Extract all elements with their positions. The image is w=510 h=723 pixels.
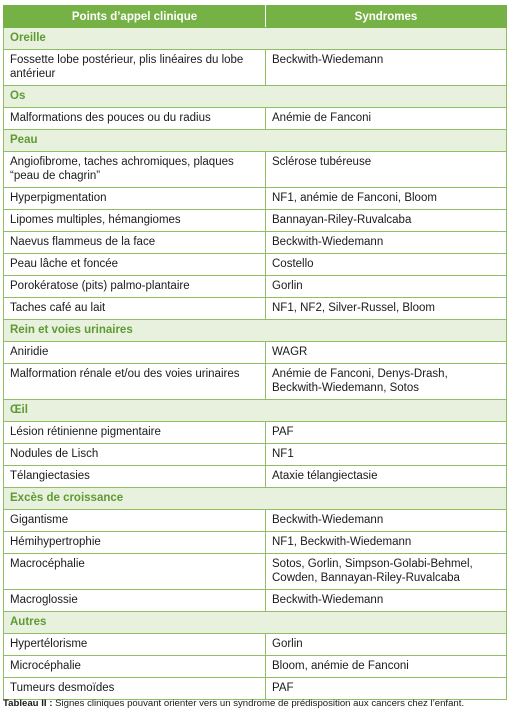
syndrome-cell: NF1, Beckwith-Wiedemann (266, 532, 507, 554)
syndrome-cell: Anémie de Fanconi (266, 108, 507, 130)
caption-text: Signes cliniques pouvant orienter vers un syndrome de prédisposition aux cancers chez l’enfant. (52, 698, 465, 709)
table-row (4, 50, 507, 86)
sign-cell: Malformation rénale et/ou des voies urinaires (4, 364, 266, 400)
sign-cell: Angiofibrome, taches achromiques, plaques “peau de chagrin” (4, 152, 266, 188)
table-caption (3, 698, 508, 710)
column-header-syndromes: Syndromes (266, 6, 507, 28)
table-row (4, 656, 507, 678)
sign-cell: Télangiectasies (4, 466, 266, 488)
sign-cell: Porokératose (pits) palmo-plantaire (4, 276, 266, 298)
table-row (4, 590, 507, 612)
syndrome-cell: Ataxie télangiectasie (266, 466, 507, 488)
table-row (4, 152, 507, 188)
sign-cell: Aniridie (4, 342, 266, 364)
syndrome-cell: Gorlin (266, 634, 507, 656)
syndrome-cell: Sclérose tubéreuse (266, 152, 507, 188)
clinical-signs-table (3, 5, 507, 700)
category-label: Oreille (4, 28, 507, 50)
syndrome-cell: Beckwith-Wiedemann (266, 50, 507, 86)
table-row (4, 210, 507, 232)
sign-cell: Fossette lobe postérieur, plis linéaires du lobe antérieur (4, 50, 266, 86)
sign-cell: Macrocéphalie (4, 554, 266, 590)
syndrome-cell: Beckwith-Wiedemann (266, 232, 507, 254)
table-row (4, 232, 507, 254)
table-row (4, 678, 507, 700)
category-row (4, 130, 507, 152)
syndrome-cell: Gorlin (266, 276, 507, 298)
category-row (4, 400, 507, 422)
table-header-row (4, 6, 507, 28)
sign-cell: Hyperpigmentation (4, 188, 266, 210)
syndrome-cell: NF1, NF2, Silver-Russel, Bloom (266, 298, 507, 320)
category-label: Peau (4, 130, 507, 152)
category-row (4, 320, 507, 342)
table-row (4, 188, 507, 210)
syndrome-cell: PAF (266, 422, 507, 444)
sign-cell: Gigantisme (4, 510, 266, 532)
syndrome-cell: Bloom, anémie de Fanconi (266, 656, 507, 678)
syndrome-cell: Costello (266, 254, 507, 276)
table-row (4, 466, 507, 488)
syndrome-cell: Beckwith-Wiedemann (266, 590, 507, 612)
syndrome-cell: WAGR (266, 342, 507, 364)
caption-label: Tableau II : (3, 698, 53, 709)
table-row (4, 532, 507, 554)
syndrome-cell: Anémie de Fanconi, Denys-Drash, Beckwith-Wiedemann, Sotos (266, 364, 507, 400)
sign-cell: Macroglossie (4, 590, 266, 612)
sign-cell: Hypertélorisme (4, 634, 266, 656)
sign-cell: Hémihypertrophie (4, 532, 266, 554)
category-label: Autres (4, 612, 507, 634)
category-label: Os (4, 86, 507, 108)
sign-cell: Nodules de Lisch (4, 444, 266, 466)
category-row (4, 612, 507, 634)
category-label: Œil (4, 400, 507, 422)
column-header-signs: Points d’appel clinique (4, 6, 266, 28)
category-label: Rein et voies urinaires (4, 320, 507, 342)
table-row (4, 364, 507, 400)
category-label: Excès de croissance (4, 488, 507, 510)
table-row (4, 634, 507, 656)
table-row (4, 254, 507, 276)
sign-cell: Naevus flammeus de la face (4, 232, 266, 254)
table-row (4, 298, 507, 320)
sign-cell: Malformations des pouces ou du radius (4, 108, 266, 130)
sign-cell: Taches café au lait (4, 298, 266, 320)
table-row (4, 342, 507, 364)
category-row (4, 28, 507, 50)
syndrome-cell: NF1, anémie de Fanconi, Bloom (266, 188, 507, 210)
syndrome-cell: Beckwith-Wiedemann (266, 510, 507, 532)
table-row (4, 276, 507, 298)
table-row (4, 422, 507, 444)
sign-cell: Lésion rétinienne pigmentaire (4, 422, 266, 444)
syndrome-cell: PAF (266, 678, 507, 700)
table-row (4, 444, 507, 466)
table-row (4, 108, 507, 130)
table-row (4, 554, 507, 590)
sign-cell: Peau lâche et foncée (4, 254, 266, 276)
syndrome-cell: Bannayan-Riley-Ruvalcaba (266, 210, 507, 232)
sign-cell: Tumeurs desmoïdes (4, 678, 266, 700)
sign-cell: Microcéphalie (4, 656, 266, 678)
table-row (4, 510, 507, 532)
category-row (4, 488, 507, 510)
syndrome-cell: NF1 (266, 444, 507, 466)
category-row (4, 86, 507, 108)
syndrome-cell: Sotos, Gorlin, Simpson-Golabi-Behmel, Cowden, Bannayan-Riley-Ruvalcaba (266, 554, 507, 590)
sign-cell: Lipomes multiples, hémangiomes (4, 210, 266, 232)
